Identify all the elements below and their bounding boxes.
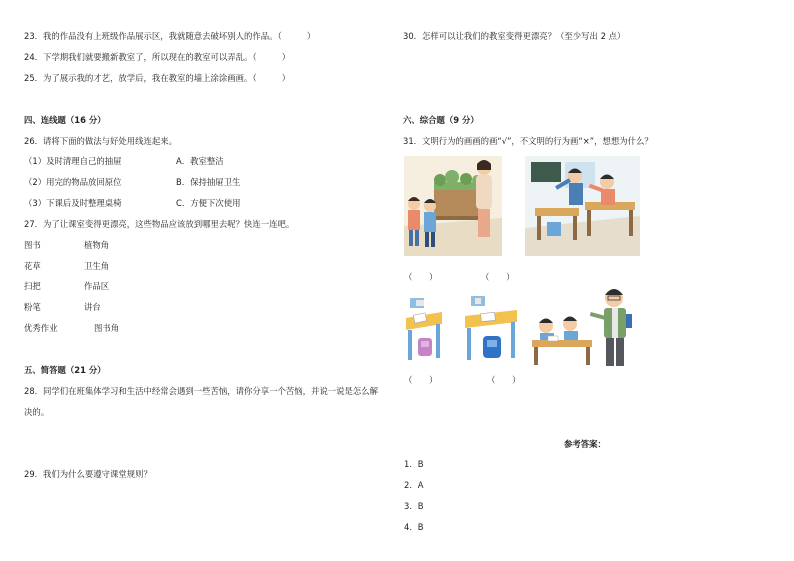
q27-left-3: 扫把 [24, 281, 41, 291]
illustration-students-on-desks [525, 156, 640, 256]
illustration-teacher-and-students [528, 284, 640, 367]
question-27: 27．为了让课室变得更漂亮，这些物品应该放到哪里去呢？快连一连吧。 [24, 219, 295, 229]
illustration-messy-desk [404, 294, 444, 364]
answer-blank-1[interactable]: （ ） [404, 272, 438, 282]
question-24: 24．下学期我们就要搬新教室了，所以现在的教室可以弄乱。（ ） [24, 52, 291, 62]
question-30: 30．怎样可以让我们的教室变得更漂亮？（至少写出 2 点） [403, 31, 626, 41]
answers-title: 参考答案： [564, 439, 606, 449]
section-4-title: 四、连线题（16 分） [24, 115, 106, 125]
q26-left-1: （1）及时清理自己的抽屉 [24, 156, 122, 166]
question-31: 31．文明行为的画画的画“√”，不文明的行为画“×”，想想为什么？ [403, 136, 653, 146]
question-28-line-2: 决的。 [24, 407, 50, 417]
q27-left-4: 粉笔 [24, 302, 41, 312]
section-5-title: 五、简答题（21 分） [24, 365, 106, 375]
illustration-plant-corner [404, 156, 502, 256]
q26-left-3: （3）下课后及时整理桌椅 [24, 198, 122, 208]
answer-blank-4[interactable]: （ ） [487, 375, 521, 385]
answer-1: 1．B [404, 459, 424, 469]
section-6-title: 六、综合题（9 分） [403, 115, 479, 125]
q26-right-2: B．保持抽屉卫生 [176, 177, 241, 187]
q27-right-1: 植物角 [84, 240, 110, 250]
q27-left-1: 图书 [24, 240, 41, 250]
q27-right-3: 作品区 [84, 281, 110, 291]
question-25: 25．为了展示我的才艺，放学后，我在教室的墙上涂涂画画。（ ） [24, 73, 291, 83]
answer-4: 4．B [404, 522, 424, 532]
q26-left-2: （2）用完的物品放回原位 [24, 177, 122, 187]
question-23: 23．我的作品没有上班级作品展示区，我就随意去破坏别人的作品。（ ） [24, 31, 316, 41]
question-28-line-1: 28．同学们在班集体学习和生活中经常会遇到一些苦恼，请你分享一个苦恼，并说一说是怎么解 [24, 386, 379, 396]
q27-right-2: 卫生角 [84, 261, 110, 271]
q27-left-5: 优秀作业 [24, 323, 58, 333]
answer-3: 3．B [404, 501, 424, 511]
q27-left-2: 花草 [24, 261, 41, 271]
q27-right-5: 图书角 [94, 323, 120, 333]
question-26: 26．请将下面的做法与好处用线连起来。 [24, 136, 178, 146]
answer-blank-2[interactable]: （ ） [481, 272, 515, 282]
q27-right-4: 讲台 [84, 302, 101, 312]
illustration-tidy-desk [463, 294, 519, 364]
answer-2: 2．A [404, 480, 424, 490]
question-29: 29．我们为什么要遵守课堂规则？ [24, 469, 152, 479]
q26-right-1: A．教室整洁 [176, 156, 224, 166]
answer-blank-3[interactable]: （ ） [404, 375, 438, 385]
q26-right-3: C．方便下次使用 [176, 198, 241, 208]
